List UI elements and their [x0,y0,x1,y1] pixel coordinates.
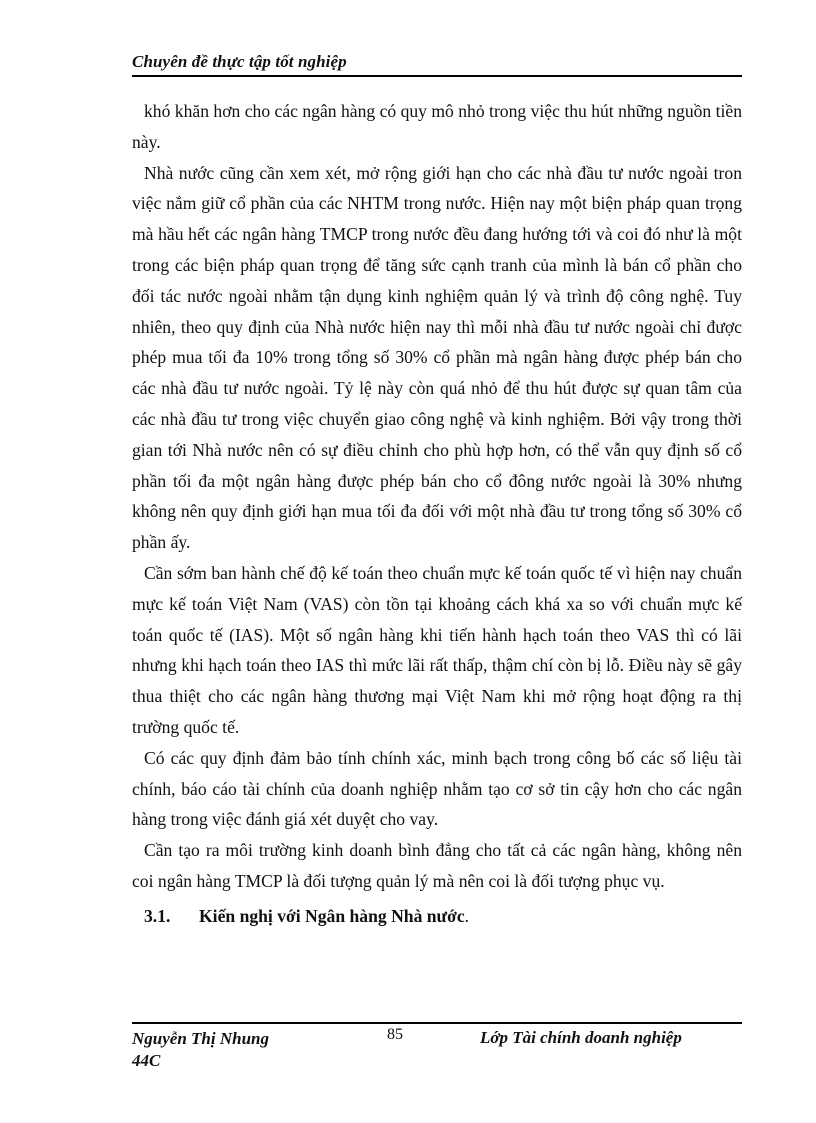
section-heading [132,901,742,932]
section-title-period: . [464,905,470,926]
section-title-text: Kiến nghị với Ngân hàng Nhà nước [199,905,465,926]
footer-class-name: Lớp Tài chính doanh nghiệp [480,1028,682,1047]
section-title [199,901,469,932]
header-title: Chuyên đề thực tập tốt nghiệp [132,52,347,71]
author-name: Nguyễn Thị Nhung [132,1029,269,1048]
page-number: 85 [387,1026,403,1043]
paragraph: Nhà nước cũng cần xem xét, mở rộng giới hạn cho các nhà đầu tư nước ngoài tron việc nắm giữ cổ phần của các NHTM trong nước. Hiện nay một biện pháp quan trọng mà hầu hết các ngân hàng TMCP trong nước đều đang hướng tới và coi đó như là một trong các biện pháp quan trọng để tăng sức cạnh tranh của mình là bán cổ phần cho đối tác nước ngoài nhằm tận dụng kinh nghiệm quản lý và trình độ công nghệ. Tuy nhiên, theo quy định của Nhà nước hiện nay thì mỗi nhà đầu tư nước ngoài chỉ được phép mua tối đa 10% trong tổng số 30% cổ phần mà ngân hàng được phép bán cho các nhà đầu tư nước ngoài. Tỷ lệ này còn quá nhỏ để thu hút được sự quan tâm của các nhà đầu tư trong việc chuyển giao công nghệ và kinh nghiệm. Bởi vậy trong thời gian tới Nhà nước nên có sự điều chỉnh cho phù hợp hơn, có thể vẫn quy định số cổ phần tối đa một ngân hàng được phép bán cho cổ đông nước ngoài là 30% nhưng không nên quy định giới hạn mua tối đa đối với một nhà đầu tư trong tổng số 30% cổ phần ấy. [132,162,742,553]
page-footer [132,1026,742,1076]
author-class-code: 44C [132,1051,161,1070]
paragraph: Cần tạo ra môi trường kinh doanh bình đẳng cho tất cả các ngân hàng, không nên coi ngân hàng TMCP là đối tượng quản lý mà nên coi là đối tượng phục vụ. [132,840,742,891]
footer-rule [132,1022,742,1024]
footer-author [132,1028,269,1072]
section-number: 3.1. [144,905,171,926]
paragraph: Có các quy định đảm bảo tính chính xác, minh bạch trong công bố các số liệu tài chính, báo cáo tài chính của doanh nghiệp nhằm tạo cơ sở tin cậy hơn cho các ngân hàng trong việc đánh giá xét duyệt cho vay. [132,747,742,830]
paragraph: Cần sớm ban hành chế độ kế toán theo chuẩn mực kế toán quốc tế vì hiện nay chuẩn mực kế toán Việt Nam (VAS) còn tồn tại khoảng cách khá xa so với chuẩn mực kế toán quốc tế (IAS). Một số ngân hàng khi tiến hành hạch toán theo VAS thì có lãi nhưng khi hạch toán theo IAS thì mức lãi rất thấp, thậm chí còn bị lỗ. Điều này sẽ gây thua thiệt cho các ngân hàng thương mại Việt Nam khi mở rộng hoạt động ra thị trường quốc tế. [132,562,742,737]
document-body [132,96,742,932]
paragraph: khó khăn hơn cho các ngân hàng có quy mô nhỏ trong việc thu hút những nguồn tiền này. [132,101,742,152]
header-rule [132,75,742,77]
page-header [132,52,742,74]
